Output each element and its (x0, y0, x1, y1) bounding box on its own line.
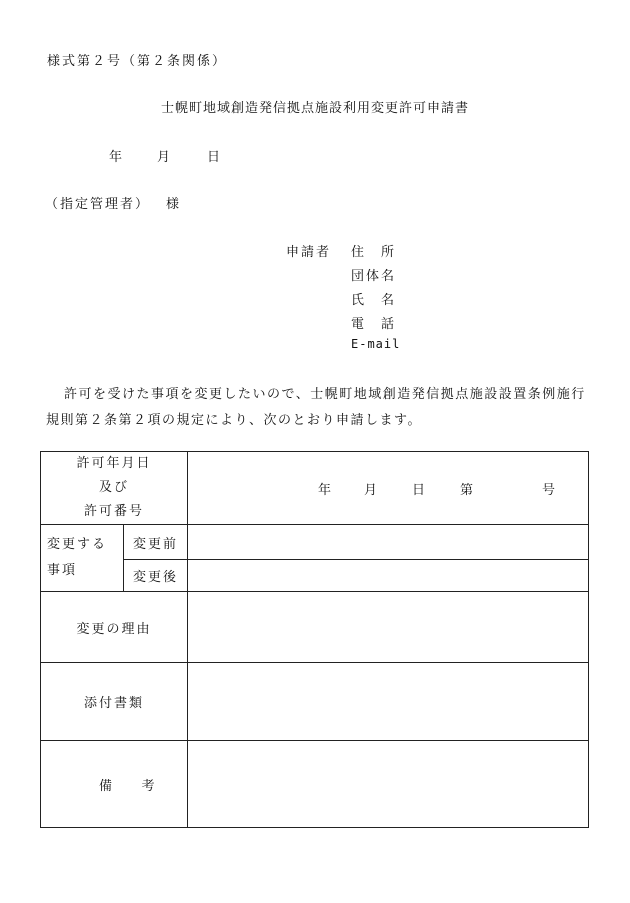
applicant-email-label: E-mail (351, 337, 401, 351)
form-number: 様式第２号（第２条関係） (47, 54, 228, 69)
permit-label-line-2: 及び (99, 480, 130, 495)
attachments-label-cell (41, 663, 188, 741)
permit-day-label: 日 (412, 482, 428, 498)
before-value-cell[interactable] (188, 525, 589, 560)
date-line (109, 146, 222, 165)
before-label: 変更前 (133, 536, 179, 552)
document-title: 士幌町地域創造発信拠点施設利用変更許可申請書 (160, 101, 469, 116)
remarks-value-cell[interactable] (188, 741, 589, 828)
remarks-label-cell (41, 741, 188, 828)
after-label-cell (124, 560, 188, 592)
after-value-cell[interactable] (188, 560, 589, 592)
applicant-name-label: 氏 名 (351, 293, 397, 308)
application-table (40, 451, 589, 828)
applicant-address-label: 住 所 (351, 245, 397, 260)
date-month-label: 月 (157, 150, 173, 165)
permit-row (41, 452, 589, 525)
remarks-row (41, 741, 589, 828)
permit-go-label: 号 (542, 482, 558, 498)
permit-label-line-1: 許可年月日 (76, 456, 152, 471)
permit-label-cell (41, 452, 188, 525)
after-label: 変更後 (133, 570, 179, 585)
permit-value-cell[interactable] (188, 452, 589, 525)
attachments-value-cell[interactable] (188, 663, 589, 741)
permit-year-label: 年 (318, 482, 334, 498)
reason-row (41, 592, 589, 663)
addressee (45, 193, 181, 212)
change-before-row (41, 525, 589, 560)
date-year-label: 年 (109, 150, 125, 165)
manager-label: （指定管理者） (45, 197, 151, 212)
applicant-label: 申請者 (286, 245, 332, 260)
applicant-phone-label: 電 話 (351, 317, 397, 332)
permit-month-label: 月 (364, 482, 380, 498)
body-text (46, 382, 591, 434)
reason-label-cell (41, 592, 188, 663)
permit-no-label: 第 (460, 482, 476, 498)
permit-label-line-3: 許可番号 (84, 504, 145, 519)
change-after-row (41, 560, 589, 592)
date-day-label: 日 (207, 150, 223, 165)
change-items-line-1: 変更する (47, 537, 108, 552)
before-label-cell (124, 525, 188, 560)
remarks-label-2: 考 (141, 778, 157, 794)
body-text-content: 許可を受けた事項を変更したいので、士幌町地域創造発信拠点施設設置条例施行規則第２条第２項の規定により、次のとおり申請します。 (46, 387, 586, 428)
attachments-label: 添付書類 (84, 696, 145, 711)
reason-label: 変更の理由 (76, 621, 152, 637)
reason-value-cell[interactable] (188, 592, 589, 663)
honorific-label: 様 (166, 197, 182, 212)
change-items-label-cell (41, 525, 124, 592)
change-items-line-2: 事項 (47, 563, 78, 578)
remarks-label-1: 備 (98, 778, 114, 794)
applicant-organization-label: 団体名 (351, 269, 397, 284)
attachments-row (41, 663, 589, 741)
